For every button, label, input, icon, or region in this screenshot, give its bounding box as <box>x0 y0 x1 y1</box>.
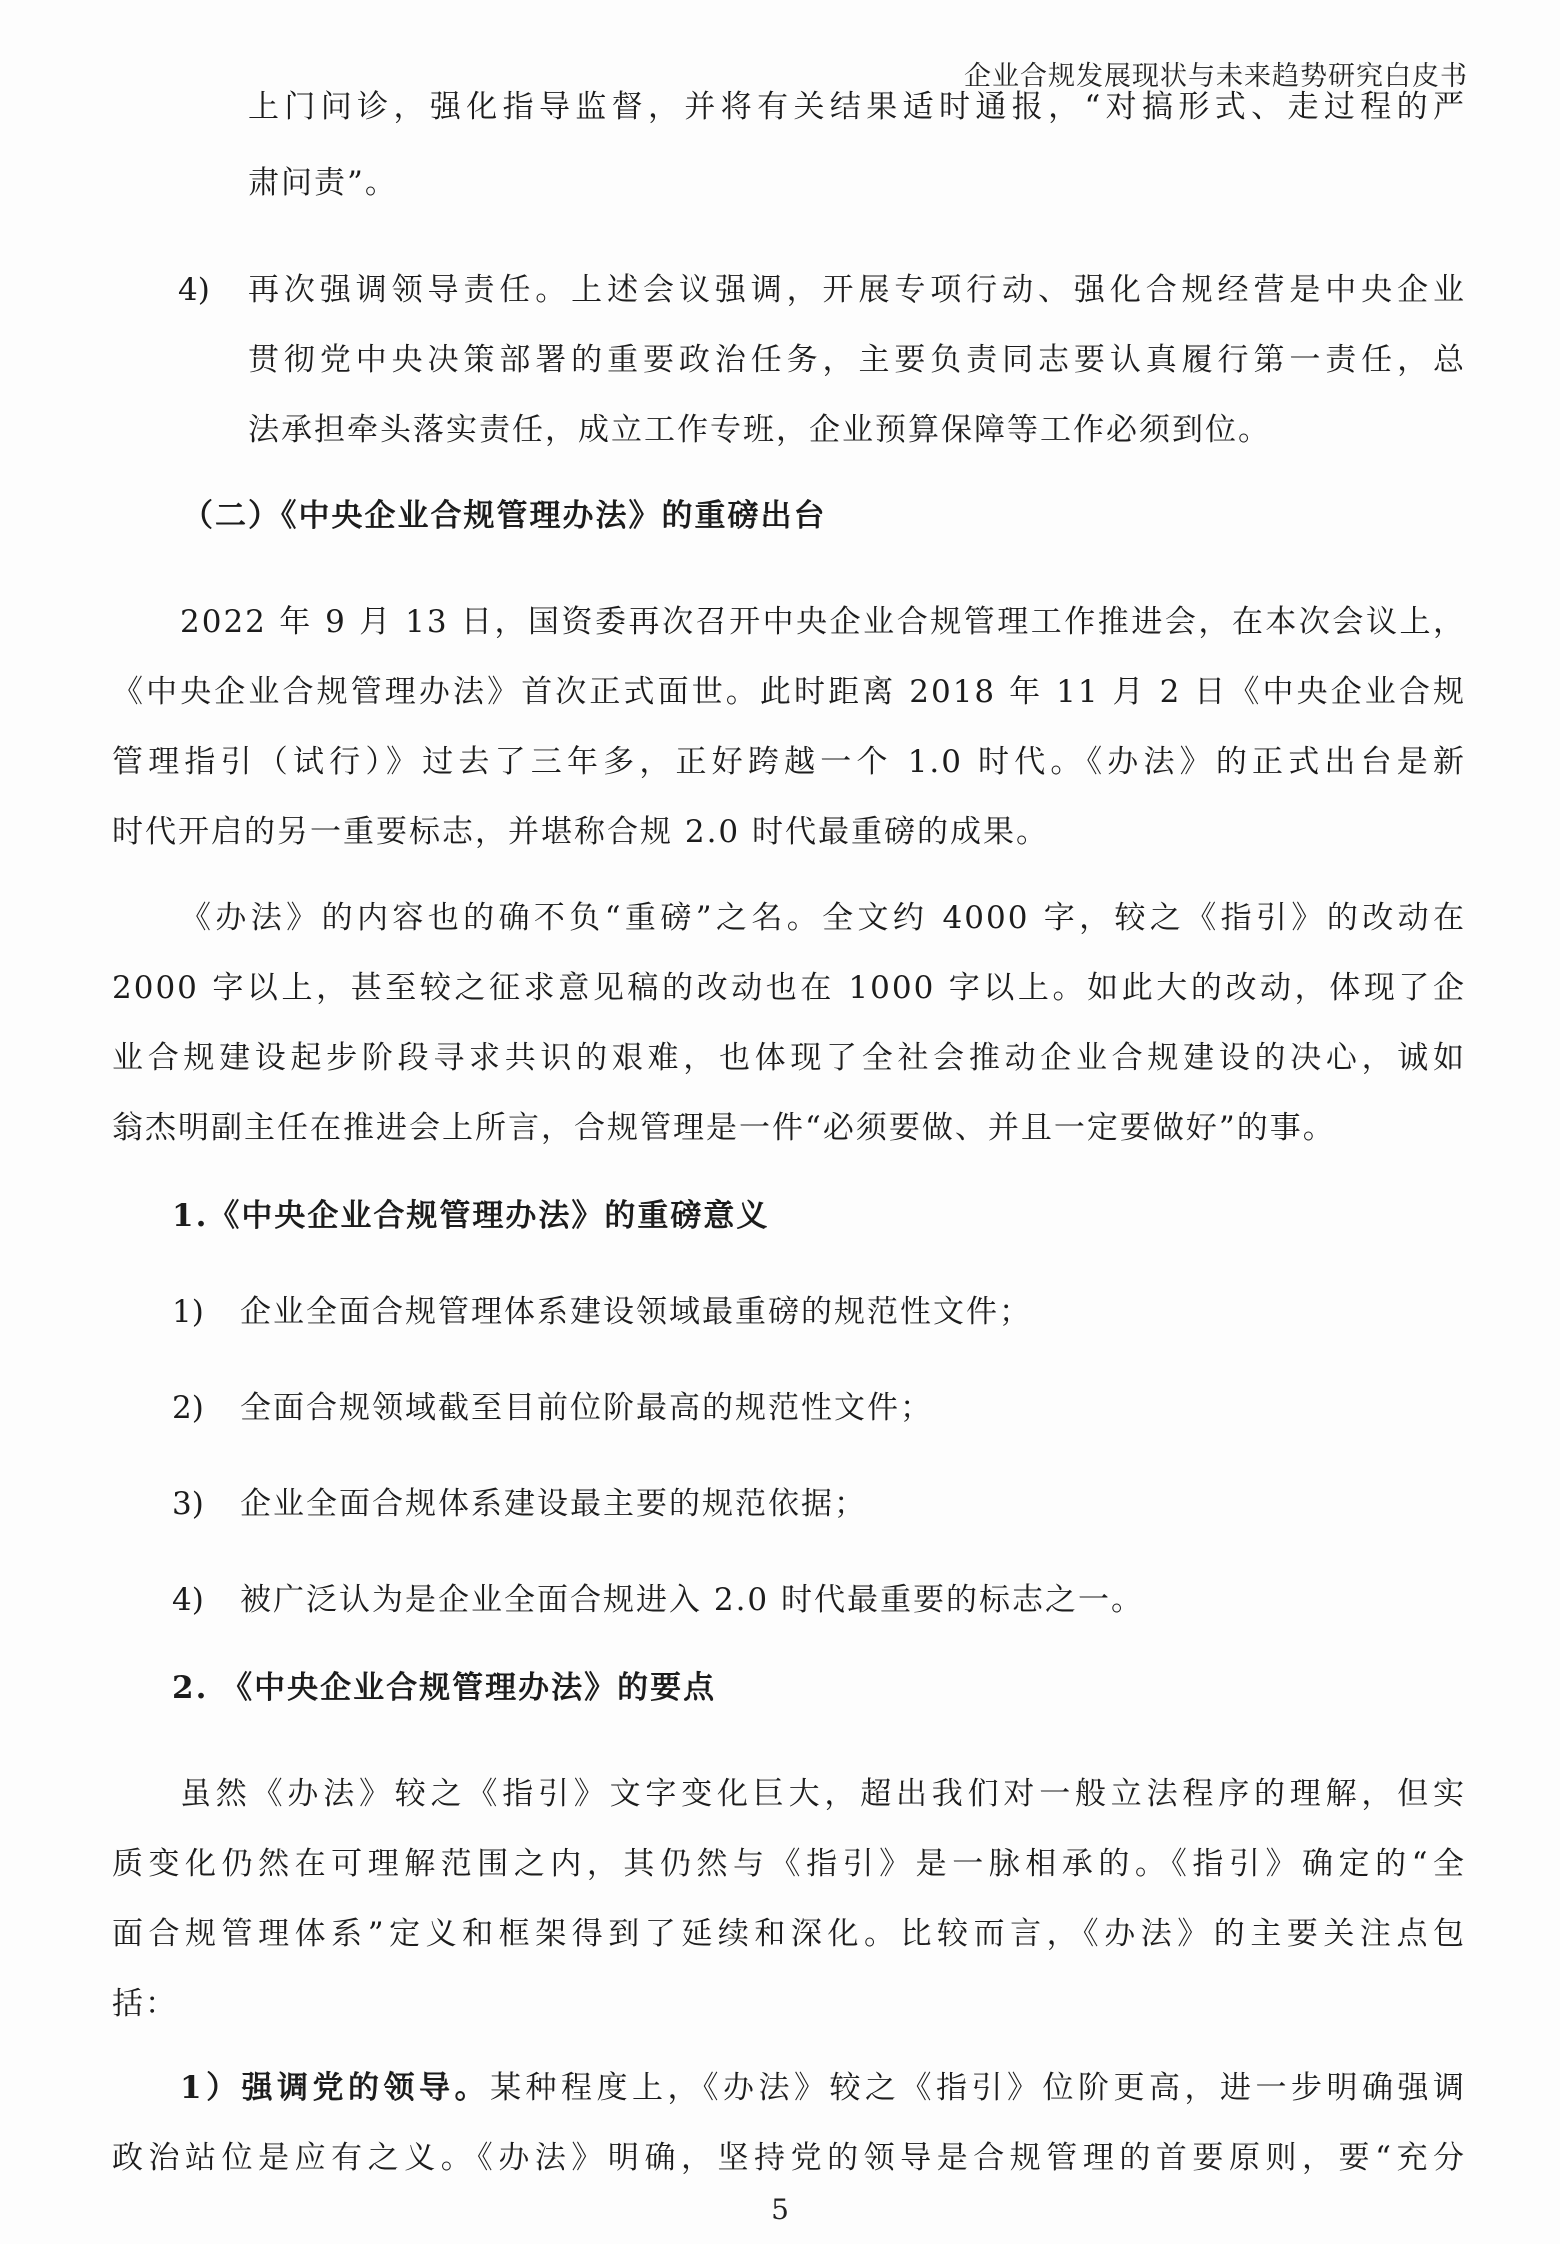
running-header: 企业合规发展现状与未来趋势研究白皮书 <box>964 61 1468 92</box>
subsection-heading: 1.《中央企业合规管理办法》的重磅意义 <box>172 1198 770 1234</box>
list-number: 4) <box>178 272 210 308</box>
text-line: 业合规建设起步阶段寻求共识的艰难，也体现了全社会推动企业合规建设的决心，诚如 <box>112 1040 1466 1076</box>
subsection-heading: 2. 《中央企业合规管理办法》的要点 <box>172 1670 717 1706</box>
section-heading: （二）《中央企业合规管理办法》的重磅出台 <box>182 498 827 534</box>
text-run: 某种程度上，《办法》较之《指引》位阶更高，进一步明确强调 <box>490 2070 1467 2106</box>
list-item: 全面合规领域截至目前位阶最高的规范性文件； <box>240 1390 933 1426</box>
text-line: 2000 字以上，甚至较之征求意见稿的改动也在 1000 字以上。如此大的改动，体现了企 <box>112 970 1466 1006</box>
list-item: 企业全面合规管理体系建设领域最重磅的规范性文件； <box>240 1294 1032 1330</box>
list-number: 4) <box>172 1582 204 1618</box>
text-line: 翁杰明副主任在推进会上所言，合规管理是一件“必须要做、并且一定要做好”的事。 <box>112 1110 1336 1146</box>
list-number: 2) <box>172 1390 204 1426</box>
text-line: 贯彻党中央决策部署的重要政治任务，主要负责同志要认真履行第一责任，总 <box>248 342 1466 378</box>
text-line: 质变化仍然在可理解范围之内，其仍然与《指引》是一脉相承的。《指引》确定的“全 <box>112 1846 1466 1882</box>
text-line: 括： <box>112 1986 178 2022</box>
text-line: 政治站位是应有之义。《办法》明确，坚持党的领导是合规管理的首要原则，要“充分 <box>112 2140 1466 2176</box>
text-line: 再次强调领导责任。上述会议强调，开展专项行动、强化合规经营是中央企业 <box>248 272 1466 308</box>
text-line: 肃问责”。 <box>248 165 398 201</box>
text-line: 时代开启的另一重要标志，并堪称合规 2.0 时代最重磅的成果。 <box>112 814 1050 850</box>
text-line: 面合规管理体系”定义和框架得到了延续和深化。比较而言，《办法》的主要关注点包 <box>112 1916 1466 1952</box>
text-line: 虽然《办法》较之《指引》文字变化巨大，超出我们对一般立法程序的理解，但实 <box>180 1776 1466 1812</box>
text-line: 法承担牵头落实责任，成立工作专班，企业预算保障等工作必须到位。 <box>248 412 1271 448</box>
text-line: 管理指引（试行）》过去了三年多，正好跨越一个 1.0 时代。《办法》的正式出台是新 <box>112 744 1466 780</box>
list-item: 被广泛认为是企业全面合规进入 2.0 时代最重要的标志之一。 <box>240 1582 1145 1618</box>
text-line: 上门问诊，强化指导监督，并将有关结果适时通报，“对搞形式、走过程的严 <box>248 89 1466 125</box>
text-line: 《中央企业合规管理办法》首次正式面世。此时距离 2018 年 11 月 2 日《中央企业合规 <box>112 674 1466 710</box>
list-item: 企业全面合规体系建设最主要的规范依据； <box>240 1486 867 1522</box>
text-line <box>180 2068 1466 2108</box>
text-line: 《办法》的内容也的确不负“重磅”之名。全文约 4000 字，较之《指引》的改动在 <box>180 900 1466 936</box>
text-line: 2022 年 9 月 13 日，国资委再次召开中央企业合规管理工作推进会，在本次会议上， <box>180 604 1466 640</box>
page-number: 5 <box>771 2193 789 2226</box>
list-number: 1) <box>172 1294 204 1330</box>
list-number: 3) <box>172 1486 204 1522</box>
emphasis-lead: 1）强调党的领导。 <box>180 2070 491 2106</box>
